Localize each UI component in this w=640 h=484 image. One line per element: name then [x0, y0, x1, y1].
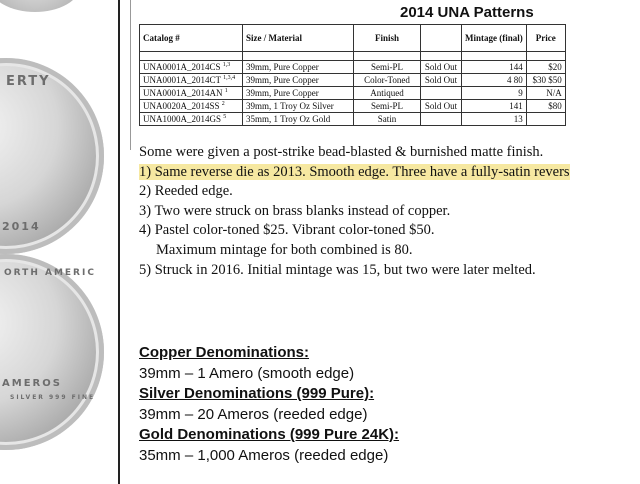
header-catalog: Catalog #	[140, 25, 243, 52]
cell-status	[421, 87, 462, 100]
patterns-table	[139, 24, 566, 126]
divider-line-thin	[130, 0, 131, 150]
header-status	[421, 25, 462, 52]
coin-north-america-text: ORTH AMERIC	[4, 268, 96, 278]
cell-mintage: 9	[462, 87, 527, 100]
cell-size: 39mm, 1 Troy Oz Silver	[243, 100, 354, 113]
coin-silver-text: SILVER 999 FINE	[10, 394, 96, 401]
cell-catalog: UNA0001A_2014AN $^1$	[140, 87, 243, 100]
cell-price: $80	[526, 100, 565, 113]
cell-size: 35mm, 1 Troy Oz Gold	[243, 113, 354, 126]
cell-finish: Satin	[354, 113, 421, 126]
cell-price: $30 $50	[526, 74, 565, 87]
note-line: 2) Reeded edge.	[139, 183, 233, 200]
cell-status: Sold Out	[421, 74, 462, 87]
coin-ameros-text: AMEROS	[2, 378, 62, 389]
cell-catalog: UNA1000A_2014GS $^5$	[140, 113, 243, 126]
table-spacer-row	[140, 52, 566, 61]
cell-status: Sold Out	[421, 61, 462, 74]
table-row	[140, 100, 566, 113]
cell-size: 39mm, Pure Copper	[243, 74, 354, 87]
cell-finish: Semi-PL	[354, 100, 421, 113]
header-mintage: Mintage (final)	[462, 25, 527, 52]
table-header-row	[140, 25, 566, 52]
cell-status: Sold Out	[421, 100, 462, 113]
cell-price: N/A	[526, 87, 565, 100]
coin-photos	[0, 0, 118, 484]
note-line: 3) Two were struck on brass blanks instead of copper.	[139, 202, 451, 219]
cell-price: $20	[526, 61, 565, 74]
note-line: Some were given a post-strike bead-blasted & burnished matte finish.	[139, 144, 544, 160]
cell-mintage: 13	[462, 113, 527, 126]
table-row	[140, 74, 566, 87]
copper-line: 39mm – 1 Amero (smooth edge)	[139, 364, 355, 382]
note-line-highlighted	[139, 163, 570, 183]
note-line: Maximum mintage for both combined is 80.	[156, 241, 413, 258]
cell-status	[421, 113, 462, 126]
table-row	[140, 61, 566, 74]
silver-line: 39mm – 20 Ameros (reeded edge)	[139, 405, 368, 423]
cell-price	[526, 113, 565, 126]
copper-heading: Copper Denominations:	[139, 344, 310, 361]
header-price: Price	[526, 25, 565, 52]
footnotes	[139, 143, 570, 280]
gold-line: 35mm – 1,000 Ameros (reeded edge)	[139, 446, 389, 464]
coin-partial-top	[0, 0, 80, 12]
header-size: Size / Material	[243, 25, 354, 52]
denominations-section	[139, 343, 399, 466]
divider-line	[118, 0, 120, 484]
note-line: 4) Pastel color-toned $25. Vibrant color-toned $50.	[139, 222, 435, 239]
gold-heading: Gold Denominations (999 Pure 24K):	[139, 426, 400, 443]
cell-catalog: UNA0001A_2014CS $^{1,3}$	[140, 61, 243, 74]
table-row	[140, 87, 566, 100]
page-title: 2014 UNA Patterns	[400, 4, 534, 21]
cell-finish: Semi-PL	[354, 61, 421, 74]
highlighted-text: 1) Same reverse die as 2013. Smooth edge. Three have a fully-satin revers	[139, 163, 570, 180]
table-row	[140, 113, 566, 126]
coin-liberty-text: ERTY	[6, 74, 51, 89]
note-line: 5) Struck in 2016. Initial mintage was 15, but two were later melted.	[139, 261, 536, 278]
cell-mintage: 141	[462, 100, 527, 113]
cell-mintage: 144	[462, 61, 527, 74]
header-finish: Finish	[354, 25, 421, 52]
cell-finish: Antiqued	[354, 87, 421, 100]
cell-catalog: UNA0001A_2014CT $^{1,3,4}$	[140, 74, 243, 87]
silver-heading: Silver Denominations (999 Pure):	[139, 385, 375, 402]
cell-catalog: UNA0020A_2014SS $^2$	[140, 100, 243, 113]
coin-year-text: 2014	[2, 220, 41, 233]
cell-finish: Color-Toned	[354, 74, 421, 87]
cell-size: 39mm, Pure Copper	[243, 61, 354, 74]
reverse-coin-image	[0, 254, 104, 450]
cell-size: 39mm, Pure Copper	[243, 87, 354, 100]
cell-mintage: 4 80	[462, 74, 527, 87]
